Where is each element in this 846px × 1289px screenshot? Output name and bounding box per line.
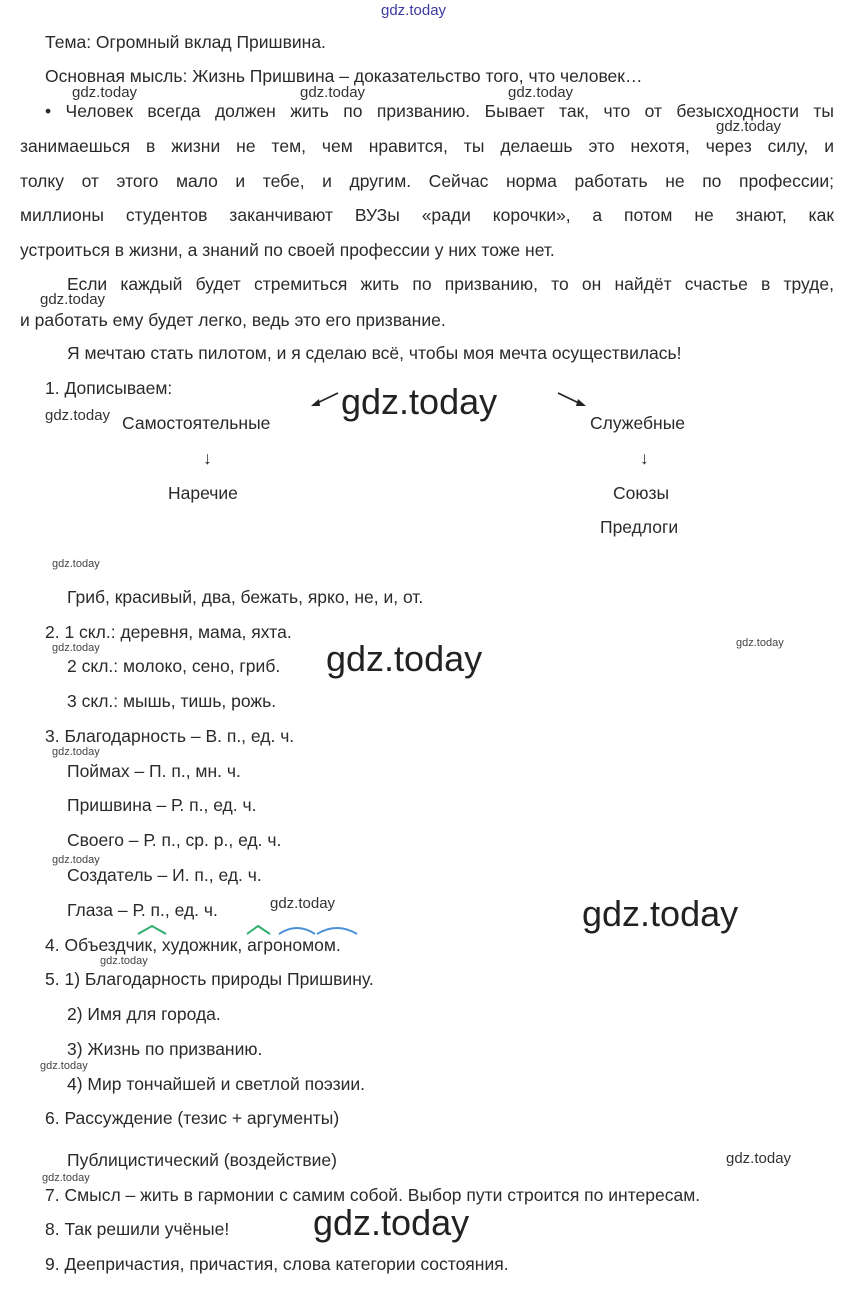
task2-line: 2 скл.: молоко, сено, гриб. — [67, 656, 281, 676]
words-line: Гриб, красивый, два, бежать, ярко, не, и, от. — [67, 587, 424, 607]
task4-line: 4. Объездчик, художник, агрономом. — [45, 935, 341, 955]
watermark: gdz.today — [326, 638, 483, 679]
task3-line: Создатель – И. п., ед. ч. — [67, 865, 262, 885]
paragraph-line: и работать ему будет легко, ведь это его призвание. — [20, 310, 446, 330]
watermark: gdz.today — [582, 893, 739, 934]
task8-line: 8. Так решили учёные! — [45, 1219, 230, 1239]
dream-line: Я мечтаю стать пилотом, и я сделаю всё, чтобы моя мечта осуществилась! — [67, 343, 682, 363]
right-item: Предлоги — [600, 517, 679, 537]
watermark: gdz.today — [100, 955, 148, 967]
watermark: gdz.today — [40, 1060, 88, 1072]
watermark: gdz.today — [341, 381, 498, 422]
watermark: gdz.today — [736, 637, 784, 649]
watermark: gdz.today — [42, 1172, 90, 1184]
watermark: gdz.today — [313, 1202, 470, 1243]
watermark: gdz.today — [52, 642, 100, 654]
task5-line: 5. 1) Благодарность природы Пришвину. — [45, 969, 374, 989]
watermark: gdz.today — [72, 84, 138, 101]
task3-line: Поймах – П. п., мн. ч. — [67, 761, 241, 781]
task3-line: 3. Благодарность – В. п., ед. ч. — [45, 726, 295, 746]
watermark: gdz.today — [270, 895, 336, 912]
task2-line: 3 скл.: мышь, тишь, рожь. — [67, 691, 277, 711]
watermark: gdz.today — [52, 746, 100, 758]
watermark: gdz.today — [716, 118, 782, 135]
left-item: Наречие — [168, 483, 238, 503]
main-idea-line: Основная мысль: Жизнь Пришвина – доказательство того, что человек… — [45, 66, 643, 86]
task6-line: Публицистический (воздействие) — [67, 1150, 337, 1170]
watermark: gdz.today — [726, 1150, 792, 1167]
task2-line: 2. 1 скл.: деревня, мама, яхта. — [45, 622, 292, 642]
watermark: gdz.today — [40, 291, 106, 308]
arrow-right-icon — [555, 390, 589, 410]
task3-line: Глаза – Р. п., ед. ч. — [67, 900, 218, 920]
topic-line: Тема: Огромный вклад Пришвина. — [45, 32, 326, 52]
task5-line: 4) Мир тончайшей и светлой поэзии. — [67, 1074, 366, 1094]
watermark-top: gdz.today — [381, 2, 447, 19]
watermark: gdz.today — [508, 84, 574, 101]
ending-arc-icon — [277, 922, 361, 936]
watermark: gdz.today — [45, 407, 111, 424]
left-head: Самостоятельные — [122, 413, 271, 433]
task9-line: 9. Деепричастия, причастия, слова категории состояния. — [45, 1254, 509, 1274]
task6-line: 6. Рассуждение (тезис + аргументы) — [45, 1108, 340, 1128]
watermark: gdz.today — [52, 558, 100, 570]
task7-line: 7. Смысл – жить в гармонии с самим собой. Выбор пути строится по интересам. — [45, 1185, 701, 1205]
watermark: gdz.today — [300, 84, 366, 101]
paragraph-line: миллионы студентов заканчивают ВУЗы «ради корочки», а потом не знают, как — [20, 205, 834, 225]
paragraph-line: Если каждый будет стремиться жить по призванию, то он найдёт счастье в труде, — [67, 274, 834, 294]
arrow-left-icon — [308, 390, 342, 410]
right-item: Союзы — [613, 483, 670, 503]
task3-line: Своего – Р. п., ср. р., ед. ч. — [67, 830, 282, 850]
watermark: gdz.today — [52, 854, 100, 866]
paragraph-line: устроиться в жизни, а знаний по своей профессии у них тоже нет. — [20, 240, 555, 260]
paragraph-line: • Человек всегда должен жить по призванию. Бывает так, что от безысходности ты — [45, 101, 834, 121]
task5-line: 2) Имя для города. — [67, 1004, 221, 1024]
down-arrow-icon: ↓ — [203, 448, 212, 468]
down-arrow-icon: ↓ — [640, 448, 649, 468]
paragraph-line: толку от этого мало и тебе, и другим. Сейчас норма работать не по профессии; — [20, 171, 834, 191]
task5-line: 3) Жизнь по призванию. — [67, 1039, 263, 1059]
right-head: Служебные — [590, 413, 686, 433]
task1-label: 1. Дописываем: — [45, 378, 173, 398]
paragraph-line: занимаешься в жизни не тем, чем нравится, ты делаешь это нехотя, через силу, и — [20, 136, 834, 156]
task3-line: Пришвина – Р. п., ед. ч. — [67, 795, 257, 815]
